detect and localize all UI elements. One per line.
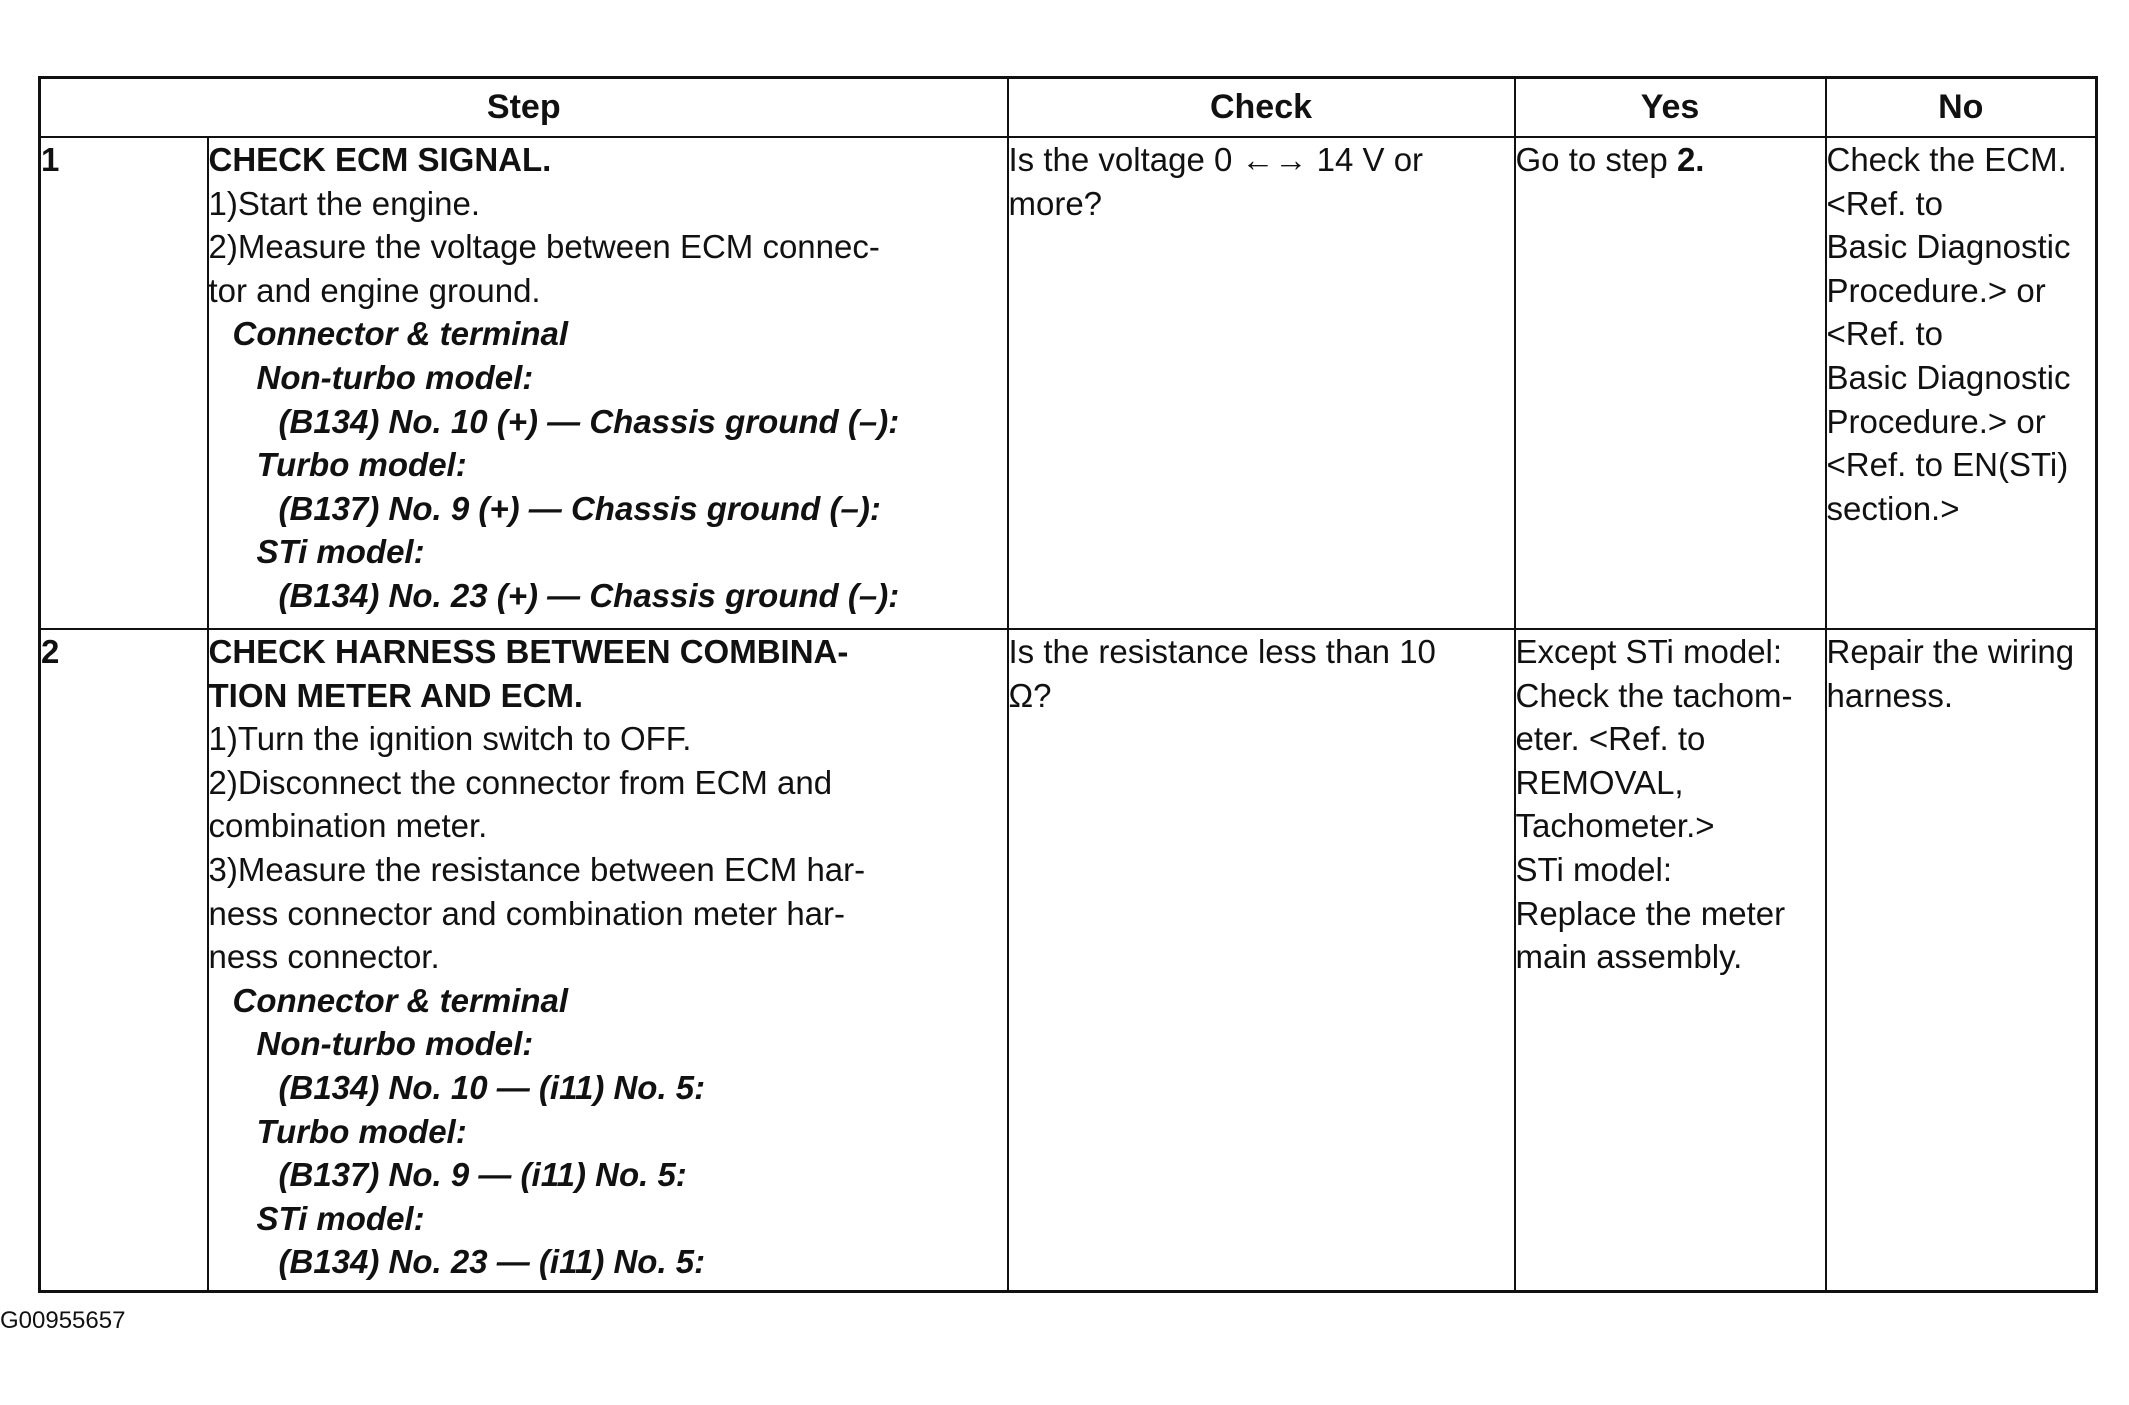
header-row <box>40 78 2097 138</box>
yes-line: Except STi model: <box>1515 633 1783 670</box>
model-label: Turbo model: <box>256 446 467 484</box>
figure-id: G00955657 <box>0 1307 126 1334</box>
check-line: Is the voltage 0 ←→ 14 V or <box>1008 141 1424 178</box>
check-cell <box>1008 137 1515 629</box>
table-row <box>40 137 2097 629</box>
terminal-spec: (B137) No. 9 — (i11) No. 5: <box>278 1156 687 1194</box>
step-title: CHECK ECM SIGNAL. <box>208 141 552 178</box>
procedure-line: 1)Start the engine. <box>208 184 481 222</box>
yes-line: eter. <Ref. to <box>1515 720 1706 758</box>
terminal-spec: (B134) No. 10 (+) — Chassis ground (–): <box>278 402 900 440</box>
terminal-spec: (B134) No. 23 — (i11) No. 5: <box>278 1243 706 1281</box>
procedure-line: ness connector. <box>208 938 440 976</box>
terminal-spec: (B137) No. 9 (+) — Chassis ground (–): <box>278 489 881 527</box>
model-label: STi model: <box>256 1199 425 1237</box>
header-yes: Yes <box>1515 78 1826 138</box>
header-check: Check <box>1008 78 1515 138</box>
yes-cell <box>1515 629 1826 1292</box>
step-title: CHECK HARNESS BETWEEN COMBINA- <box>208 633 849 670</box>
check-line: more? <box>1008 184 1103 222</box>
no-cell <box>1826 629 2097 1292</box>
terminal-spec: (B134) No. 10 — (i11) No. 5: <box>278 1068 706 1106</box>
procedure-line: ness connector and combination meter har- <box>208 894 846 932</box>
step-number: 1 <box>40 137 208 629</box>
yes-line: REMOVAL, <box>1515 763 1684 801</box>
procedure-line: 1)Turn the ignition switch to OFF. <box>208 720 692 758</box>
no-line: Repair the wiring <box>1826 633 2075 670</box>
check-line: Ω? <box>1008 676 1052 714</box>
diagnostic-table <box>38 76 2098 1293</box>
step-cell <box>208 137 1008 629</box>
model-label: Turbo model: <box>256 1112 467 1150</box>
yes-line: main assembly. <box>1515 938 1743 976</box>
procedure-line: tor and engine ground. <box>208 271 541 309</box>
yes-text: Go to step <box>1515 141 1677 178</box>
connector-heading: Connector & terminal <box>232 981 569 1019</box>
step-cell <box>208 629 1008 1292</box>
procedure-line: 2)Disconnect the connector from ECM and <box>208 763 833 801</box>
terminal-spec: (B134) No. 23 (+) — Chassis ground (–): <box>278 576 900 614</box>
no-line: Procedure.> or <box>1826 402 2046 440</box>
model-label: Non-turbo model: <box>256 1025 534 1063</box>
model-label: STi model: <box>256 533 425 571</box>
connector-heading: Connector & terminal <box>232 315 569 353</box>
no-line: <Ref. to EN(STi) <box>1826 446 2069 484</box>
yes-line: Tachometer.> <box>1515 807 1715 845</box>
yes-cell <box>1515 137 1826 629</box>
no-line: Check the ECM. <box>1826 141 2067 178</box>
no-line: Basic Diagnostic <box>1826 228 2071 266</box>
no-line: Procedure.> or <box>1826 271 2046 309</box>
no-line: <Ref. to <box>1826 315 1943 353</box>
check-cell <box>1008 629 1515 1292</box>
yes-line: Check the tachom- <box>1515 676 1793 714</box>
step-number: 2 <box>40 629 208 1292</box>
procedure-line: 3)Measure the resistance between ECM har- <box>208 850 866 888</box>
model-label: Non-turbo model: <box>256 358 534 396</box>
header-no: No <box>1826 78 2097 138</box>
step-title: TION METER AND ECM. <box>208 676 584 714</box>
no-line: <Ref. to <box>1826 184 1943 222</box>
procedure-line: combination meter. <box>208 807 488 845</box>
no-line: Basic Diagnostic <box>1826 358 2071 396</box>
no-line: harness. <box>1826 676 1954 714</box>
no-cell <box>1826 137 2097 629</box>
check-line: Is the resistance less than 10 <box>1008 633 1436 670</box>
yes-step-ref[interactable]: 2. <box>1676 141 1705 178</box>
no-line: section.> <box>1826 489 1960 527</box>
yes-line: STi model: <box>1515 850 1672 888</box>
table-row <box>40 629 2097 1292</box>
header-step: Step <box>40 78 1008 138</box>
procedure-line: 2)Measure the voltage between ECM connec- <box>208 228 880 266</box>
yes-line: Replace the meter <box>1515 894 1786 932</box>
